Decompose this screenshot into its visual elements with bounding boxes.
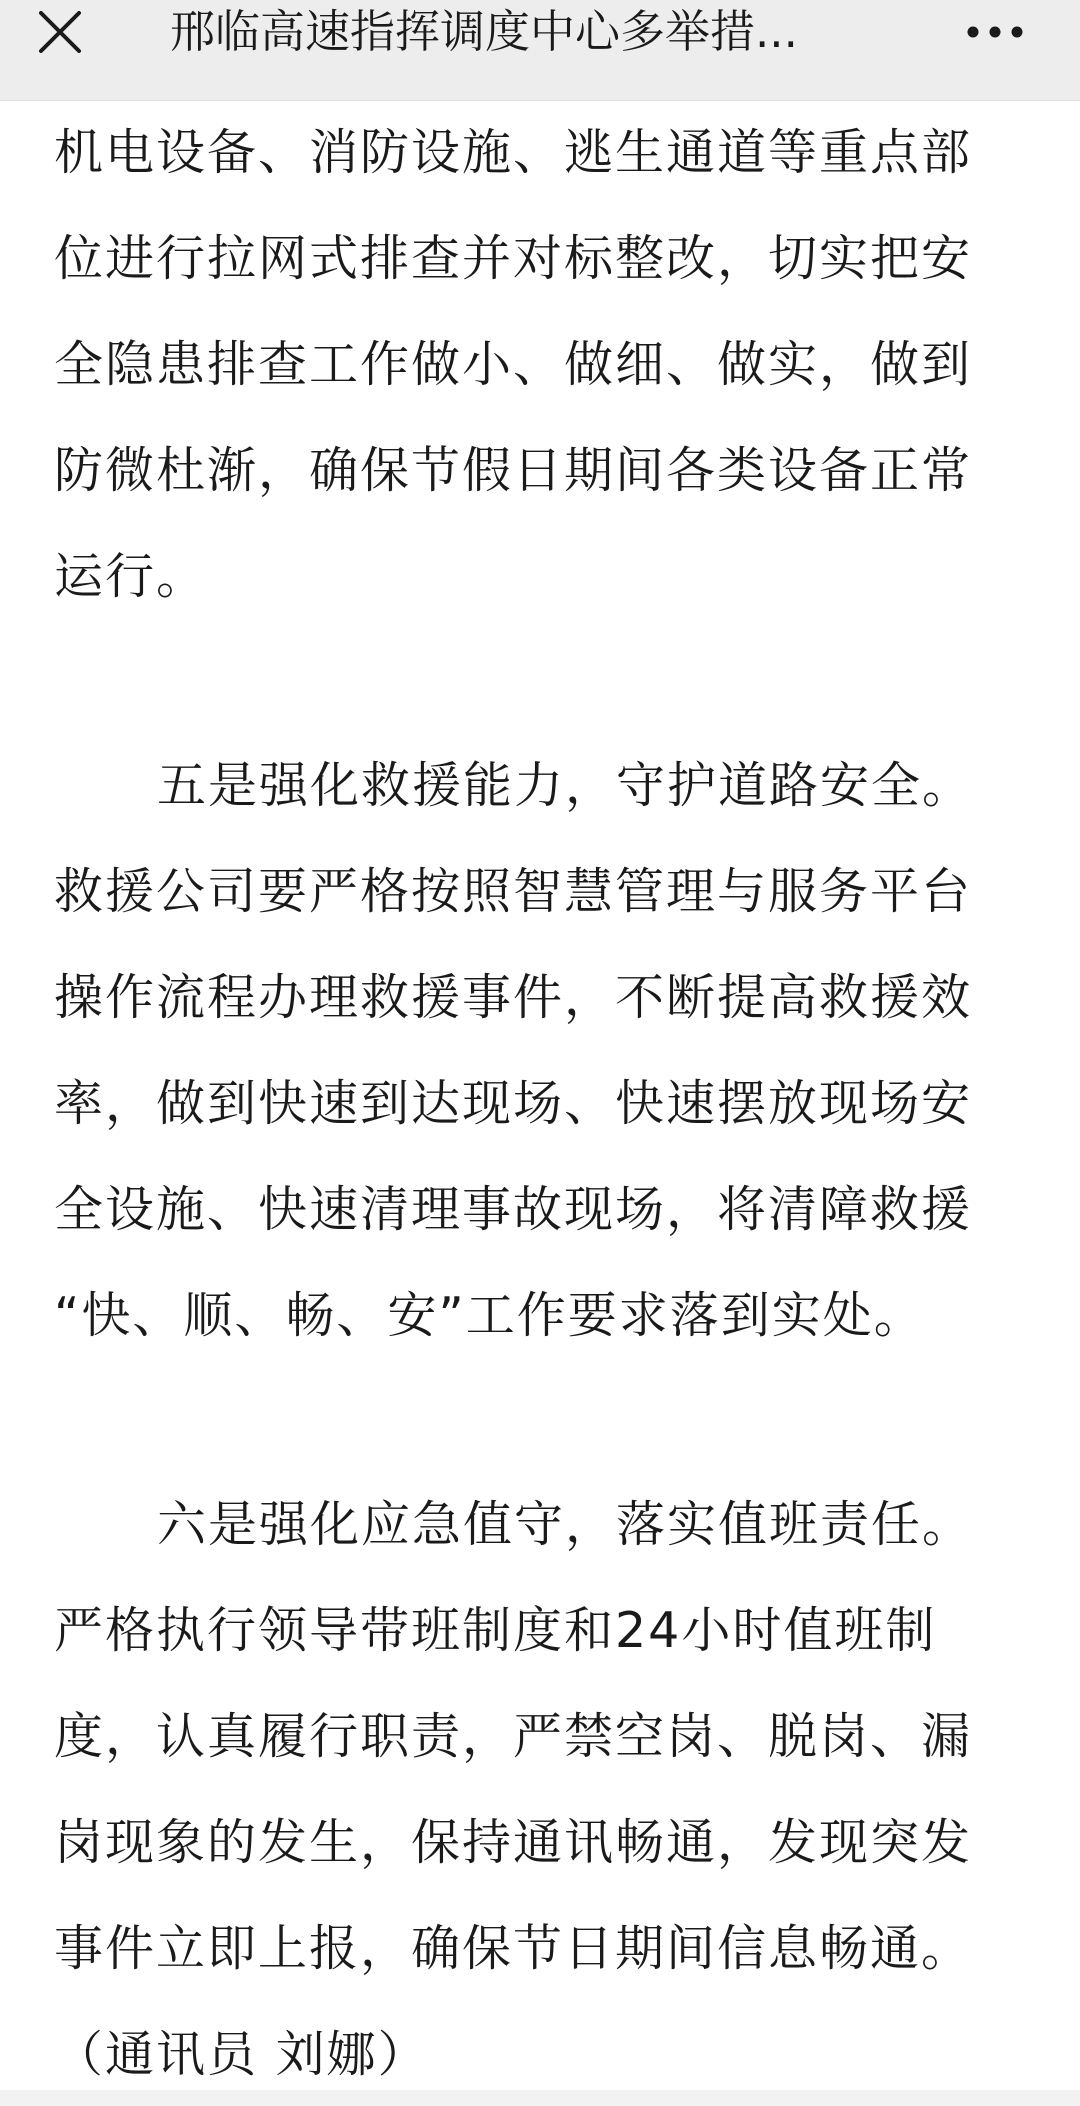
text-line: 救援公司要严格按照智慧管理与服务平台 xyxy=(54,863,973,920)
close-button[interactable] xyxy=(28,2,92,62)
text-line: 位进行拉网式排查并对标整改，切实把安 xyxy=(54,230,973,287)
bottom-edge xyxy=(0,2090,1080,2106)
text-line: 率，做到快速到达现场、快速摆放现场安 xyxy=(54,1075,973,1132)
text-line: 操作流程办理救援事件，不断提高救援效 xyxy=(54,969,973,1026)
more-button[interactable] xyxy=(958,2,1032,62)
text-line: 运行。 xyxy=(54,548,208,605)
paragraph-rescue xyxy=(54,733,1000,1369)
text-line: 全设施、快速清理事故现场，将清障救援 xyxy=(54,1181,973,1238)
more-icon xyxy=(965,25,1025,39)
paragraph-spacer xyxy=(54,630,1000,733)
paragraph-duty xyxy=(54,1472,1000,2002)
paragraph-lead-line: 五是强化救援能力，守护道路安全。 xyxy=(157,757,974,814)
text-line: 防微杜渐，确保节假日期间各类设备正常 xyxy=(54,442,973,499)
text-line: 全隐患排查工作做小、做细、做实，做到 xyxy=(54,336,973,393)
byline: （通讯员 刘娜） xyxy=(54,2026,429,2083)
text-line: 事件立即上报，确保节日期间信息畅通。 xyxy=(54,1920,973,1977)
text-line: 机电设备、消防设施、逃生通道等重点部 xyxy=(54,124,973,181)
paragraph-equipment-check xyxy=(54,100,1000,630)
text-line: 严格执行领导带班制度和24小时值班制 xyxy=(54,1602,937,1659)
text-line: 度，认真履行职责，严禁空岗、脱岗、漏 xyxy=(54,1708,973,1765)
text-line: 岗现象的发生，保持通讯畅通，发现突发 xyxy=(54,1814,973,1871)
top-bar xyxy=(0,0,1080,101)
paragraph-spacer xyxy=(54,1369,1000,1472)
text-line: “快、顺、畅、安”工作要求落到实处。 xyxy=(54,1287,925,1344)
article-body xyxy=(54,100,1000,2106)
paragraph-lead-line: 六是强化应急值守，落实值班责任。 xyxy=(157,1496,974,1553)
close-icon xyxy=(37,9,83,55)
page-title: 邢临高速指挥调度中心多举措... xyxy=(170,5,798,58)
